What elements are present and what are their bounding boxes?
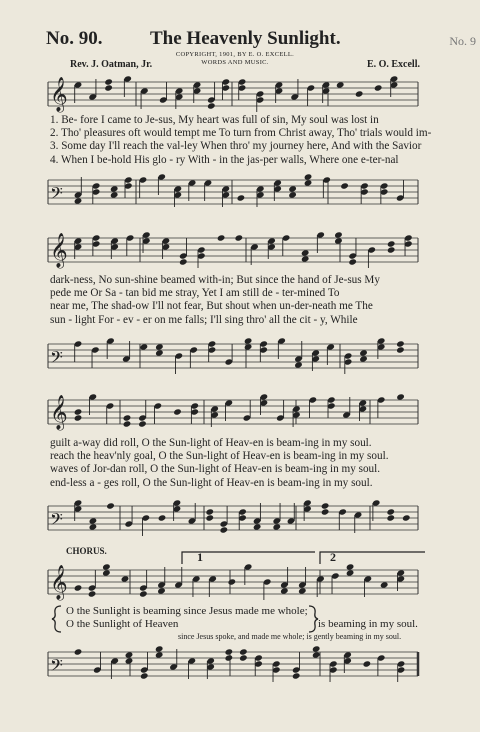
note-head (106, 402, 115, 424)
note-head (208, 340, 217, 362)
note-head (374, 84, 383, 91)
note-head (263, 578, 272, 600)
note-head (331, 572, 340, 594)
lyric-line: sun - light For - ev - er on me falls; I'll sing thro' all the cit - y, While (50, 313, 358, 326)
note-head (344, 352, 353, 374)
note-head (121, 575, 130, 582)
lyricist: Rev. J. Oatman, Jr. (70, 59, 153, 70)
note-head (355, 90, 364, 97)
lyric-line: dark-ness, No sun-shine beamed with-in; But since the hand of Je-sus My (50, 274, 380, 286)
note-head (396, 180, 405, 202)
note-head (197, 246, 206, 268)
note-head (92, 234, 101, 256)
lyric-line: near me, The shad-ow I'll not fear, But shout when un-der-neath me The (50, 300, 373, 313)
hymn-number: No. 90. (46, 28, 103, 49)
note-head (377, 654, 386, 676)
treble-clef-icon: 𝄞 (50, 565, 68, 600)
note-head (235, 234, 244, 241)
lyric-line: 3. Some day I'll reach the val-ley When thro' my journey here, And with the Savior (50, 140, 422, 153)
lyric-line: waves of Jor-dan roll, O the Sun-light of Heav-en is beam-ing in my soul. (50, 463, 381, 476)
lyric-line: 4. When I be-hold His glo - ry With - in the jas-per walls, Where one e-ter-nal (50, 153, 399, 166)
note-head (179, 238, 188, 266)
bass-clef-icon: 𝄢 (50, 183, 63, 207)
note-head (225, 344, 234, 366)
note-head (222, 78, 231, 100)
chorus-line-1: O the Sunlight is beaming since Jesus made me whole; (66, 605, 308, 617)
verse-block-3 (50, 437, 422, 490)
treble-clef-icon: 𝄞 (50, 233, 68, 268)
note-head (189, 346, 198, 368)
note-head (74, 340, 83, 362)
note-head (239, 648, 248, 661)
verse-block-2 (50, 274, 422, 327)
note-head (124, 506, 133, 528)
corner-mark: No. 9 (449, 34, 476, 48)
lyric-line: guilt a-way did roll, O the Sun-light of Heav-en is beam-ing in my soul. (50, 437, 372, 449)
bass-staff-3 (0, 494, 480, 544)
note-head (106, 502, 115, 509)
note-head (338, 508, 347, 530)
note-head (396, 393, 405, 400)
copyright-line: COPYRIGHT, 1901, BY E. O. EXCELL. (175, 51, 295, 58)
note-head (377, 396, 386, 418)
volta-brackets (180, 548, 430, 566)
chorus-line-2-end: is beaming in my soul. (318, 618, 418, 630)
lyric-line: 1. Be- fore I came to Je-sus, My heart was full of sin, My soul was lost in (50, 114, 379, 126)
note-head (104, 78, 113, 91)
note-head (140, 343, 149, 350)
chorus-label: CHORUS. (66, 546, 107, 556)
lyric-line: 2. Tho' pleasures oft would tempt me To turn from Christ away, Tho' trials would im- (50, 127, 432, 140)
note-head (402, 514, 411, 521)
treble-clef-icon: 𝄞 (50, 395, 68, 430)
verse-block-1 (50, 114, 432, 167)
brace-left (50, 604, 64, 634)
composer: E. O. Excell. (366, 59, 420, 70)
note-head (307, 84, 316, 106)
chorus-line-2: O the Sunlight of Heaven (66, 618, 179, 630)
volta-1-label: 1 (197, 550, 203, 564)
note-head (380, 182, 389, 204)
note-head (387, 240, 396, 253)
bass-staff-1 (0, 168, 480, 218)
note-head (256, 90, 265, 112)
note-head (217, 234, 226, 241)
note-head (175, 352, 184, 374)
note-head (93, 652, 102, 674)
note-head (294, 341, 303, 369)
lyric-line: end-less a - ges roll, O the Sun-light of Heav-en is beam-ing in my soul. (50, 476, 373, 489)
treble-staff-3 (0, 388, 480, 438)
note-head (228, 578, 237, 585)
note-head (243, 400, 252, 422)
note-head (139, 570, 148, 598)
note-head (74, 648, 83, 655)
note-head (367, 246, 376, 268)
note-head (220, 506, 229, 534)
treble-staff-2 (0, 226, 480, 276)
note-head (254, 654, 263, 676)
note-head (309, 396, 318, 418)
lyric-line: pede me Or Sa - tan bid me stray, Yet I am still de - ter-mined To (50, 287, 340, 300)
note-head (159, 82, 168, 104)
note-head (259, 340, 268, 362)
note-head (363, 660, 372, 667)
note-head (238, 508, 247, 530)
note-head (142, 514, 151, 536)
copyright-subline: WORDS AND MUSIC. (201, 59, 269, 66)
note-head (138, 400, 147, 428)
note-head (91, 346, 100, 368)
volta-2-label: 2 (330, 550, 336, 564)
note-head (92, 182, 101, 204)
note-head (207, 82, 216, 110)
note-head (74, 408, 83, 421)
note-head (327, 396, 336, 418)
note-head (237, 194, 246, 201)
note-head (348, 238, 357, 266)
note-head (123, 414, 132, 427)
note-head (360, 182, 369, 204)
bass-clef-icon: 𝄢 (50, 509, 63, 533)
note-head (225, 648, 234, 661)
note-head (173, 408, 182, 415)
note-head (139, 176, 148, 198)
note-head (74, 177, 83, 205)
note-head (298, 567, 307, 595)
note-head (205, 508, 214, 521)
brace-right (306, 604, 320, 634)
note-head (157, 567, 166, 595)
note-head (397, 660, 406, 682)
note-head (158, 514, 167, 521)
note-head (190, 402, 199, 424)
note-head (386, 508, 395, 521)
note-head (292, 652, 301, 680)
note-head (340, 182, 349, 189)
note-head (280, 567, 289, 595)
note-head (253, 503, 262, 531)
treble-staff-1 (0, 66, 480, 116)
bass-clef-icon: 𝄢 (50, 347, 63, 371)
chorus-alto-line: since Jesus spoke, and made me whole; is gently beaming in my soul. (178, 632, 402, 641)
note-head (404, 234, 413, 256)
bass-clef-icon: 𝄢 (50, 655, 63, 679)
bass-staff-2 (0, 330, 480, 380)
note-head (272, 660, 281, 682)
note-head (140, 652, 149, 680)
note-head (276, 400, 285, 422)
note-head (329, 660, 338, 682)
note-head (321, 502, 330, 515)
note-head (88, 570, 97, 598)
note-head (126, 234, 135, 256)
treble-clef-icon: 𝄞 (50, 77, 68, 112)
note-head (396, 340, 405, 353)
note-head (336, 81, 345, 88)
note-head (322, 176, 331, 198)
lyric-line: reach the heav'nly goal, O the Sun-light of Heav-en is beam-ing in my soul. (50, 450, 389, 463)
note-head (74, 584, 83, 591)
note-head (154, 402, 163, 424)
note-head (124, 176, 133, 198)
note-head (238, 78, 247, 100)
note-head (272, 503, 281, 531)
bass-staff-4 (0, 640, 480, 690)
note-head (282, 234, 291, 256)
note-head (380, 581, 389, 588)
hymn-title: The Heavenly Sunlight. (150, 28, 341, 49)
